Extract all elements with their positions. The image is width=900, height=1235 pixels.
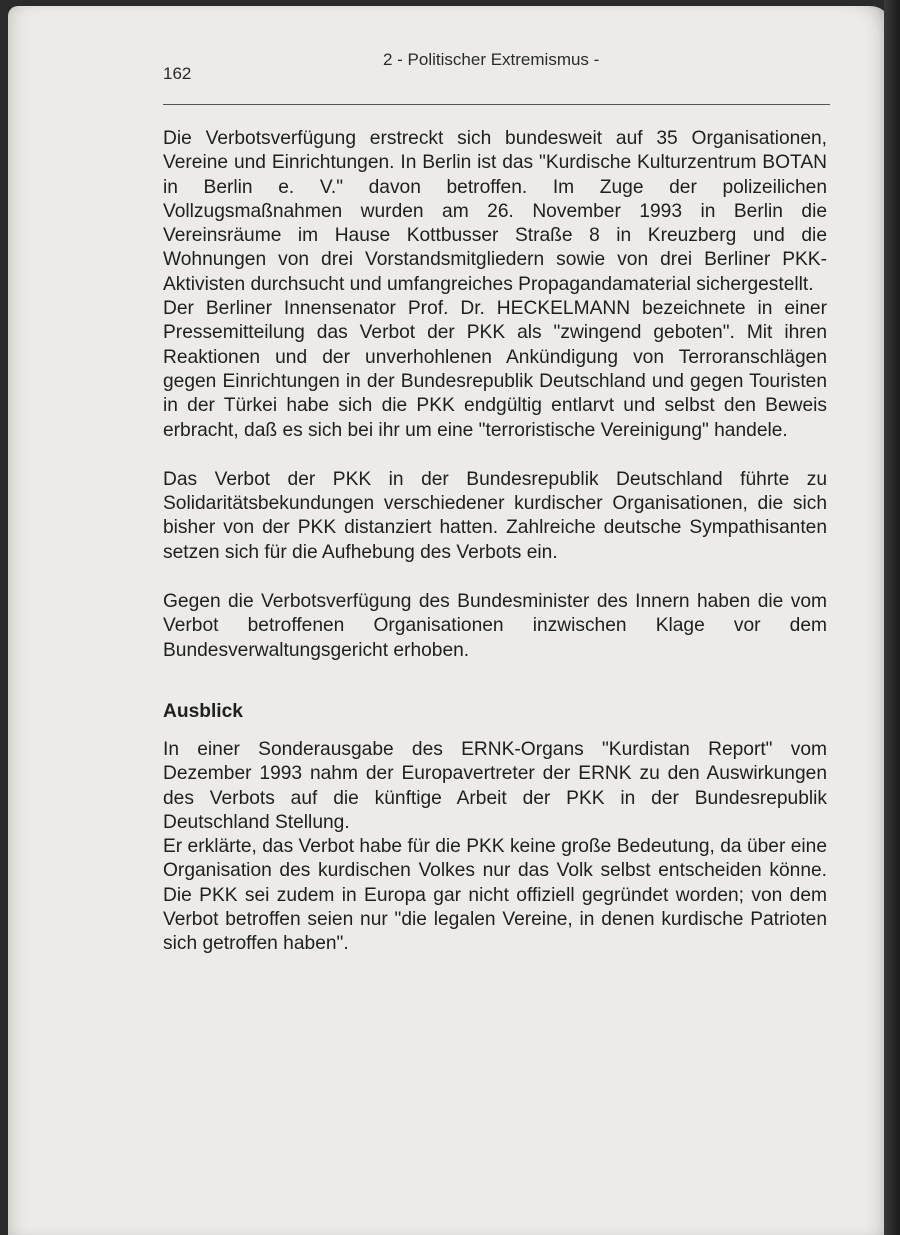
paragraph-gap (163, 565, 827, 590)
page-number: 162 (163, 64, 192, 83)
running-head: 2 - Politischer Extremismus - (383, 50, 600, 69)
paragraph-innensenator: Der Berliner Innensenator Prof. Dr. HECKELMANN bezeichnete in einer Pressemitteilung das Verbot der PKK als "zwingend geboten". Mit ihren Reaktionen und der unverhohlenen Ankündigung von Terroranschlägen gegen Einrichtungen in der Bundesrepublik Deutschland und gegen Touristen in der Türkei habe sich die PKK endgültig entlarvt und selbst den Beweis erbracht, daß es sich bei ihr um eine "terroristische Vereinigung" handele. (163, 298, 827, 441)
paragraph-klage: Gegen die Verbotsverfügung des Bundesminister des Innern haben die vom Verbot betroffenen Organisationen inzwischen Klage vor dem Bundesverwaltungsgericht erhoben. (163, 591, 827, 661)
book-edge-shadow (884, 0, 900, 1235)
body-text (163, 127, 827, 957)
section-gap (163, 663, 827, 700)
paragraph-erklaerung: Er erklärte, das Verbot habe für die PKK keine große Bedeutung, da über eine Organisation des kurdischen Volkes nur das Volk selbst entscheiden könne. Die PKK sei zudem in Europa gar nicht offiziell gegründet worden; von dem Verbot betroffen seien nur "die legalen Vereine, in denen kurdische Patrioten sich getroffen haben". (163, 836, 827, 955)
section-heading-ausblick: Ausblick (163, 700, 243, 722)
paragraph-gap (163, 443, 827, 468)
paragraph-solidaritaet: Das Verbot der PKK in der Bundesrepublik Deutschland führte zu Solidaritätsbekundungen verschiedener kurdischer Organisationen, die sich bisher von der PKK distanziert hatten. Zahlreiche deutsche Sympathisanten setzen sich für die Aufhebung des Verbots ein. (163, 468, 827, 563)
header-rule (163, 104, 830, 105)
paragraph-kurdistan-report: In einer Sonderausgabe des ERNK-Organs "Kurdistan Report" vom Dezember 1993 nahm der Europavertreter der ERNK zu den Auswirkungen des Verbots auf die künftige Arbeit der PKK in der Bundesrepublik Deutschland Stellung. (163, 738, 827, 833)
paragraph-verbotsverfuegung: Die Verbotsverfügung erstreckt sich bundesweit auf 35 Organisationen, Vereine und Einrichtungen. In Berlin ist das "Kurdische Kulturzentrum BOTAN in Berlin e. V." davon betroffen. Im Zuge der polizeilichen Vollzugsmaßnahmen wurden am 26. November 1993 in Berlin die Vereinsräume im Hause Kottbusser Straße 8 in Kreuzberg und die Wohnungen von drei Vorstandsmitgliedern sowie von drei Berliner PKK-Aktivisten durchsucht und umfangreiches Propagandamaterial sichergestellt. (163, 128, 827, 295)
page-header (0, 0, 900, 110)
